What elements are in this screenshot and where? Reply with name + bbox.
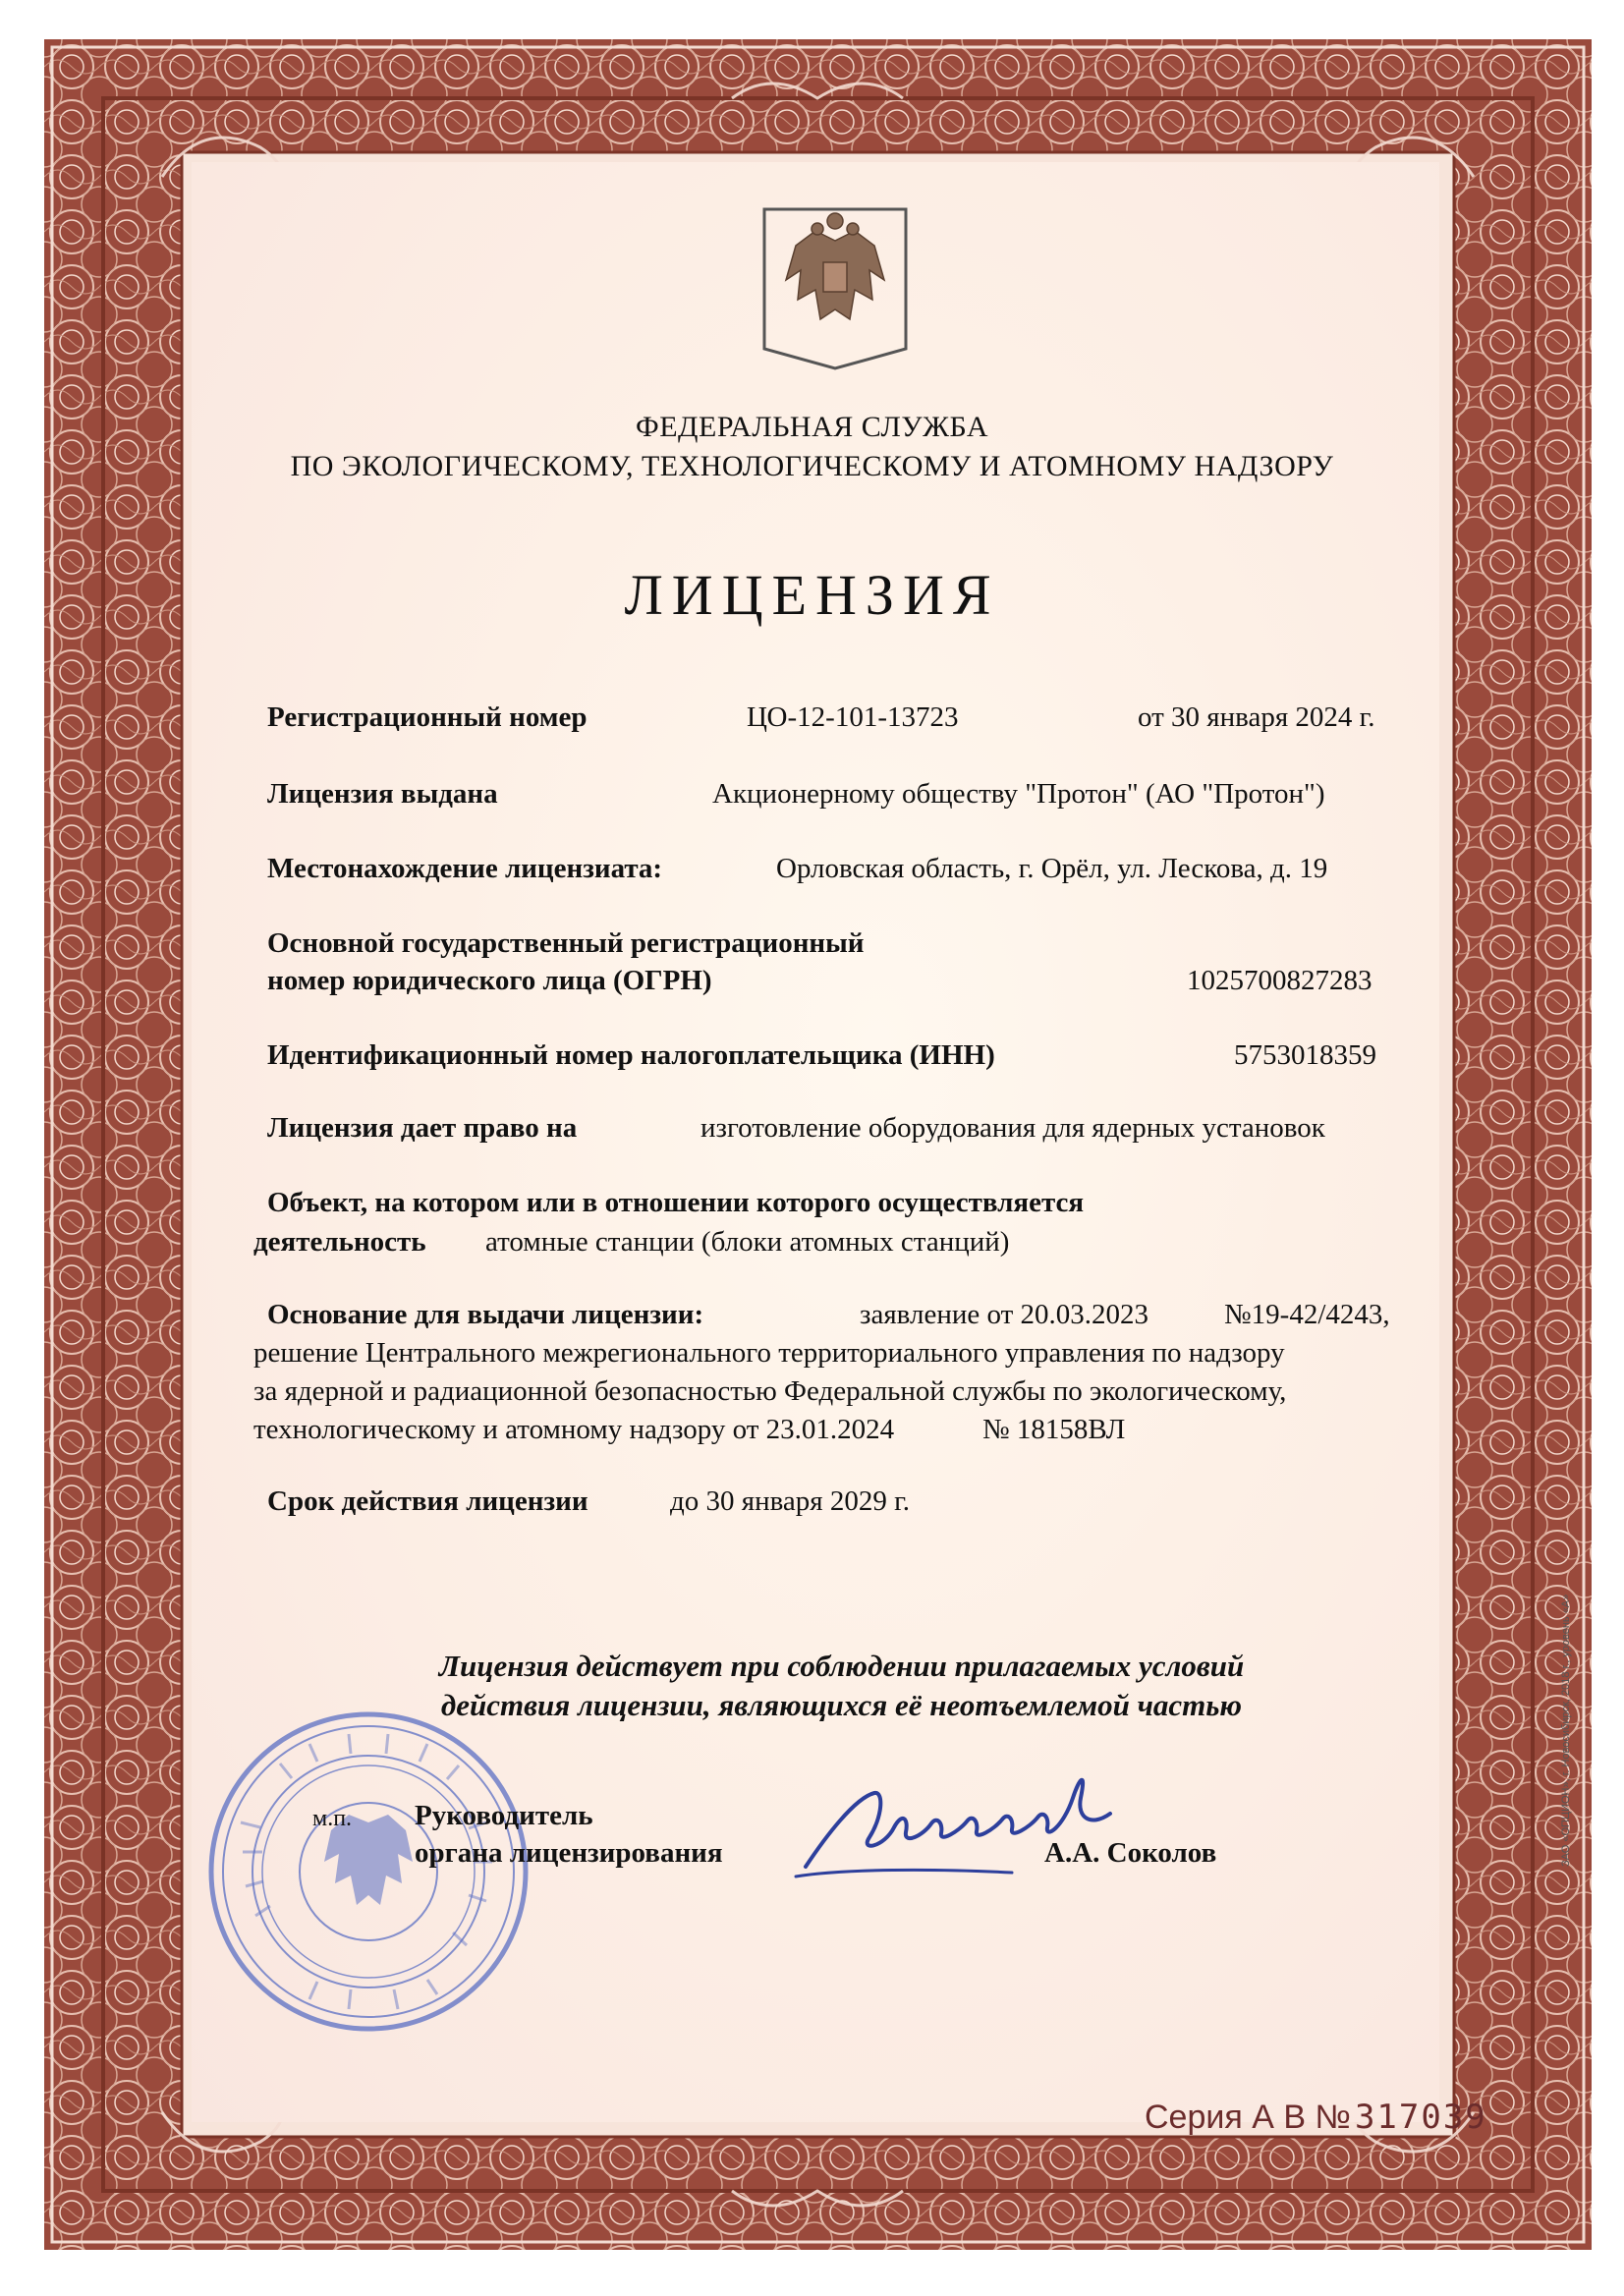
object-label-line-1: Объект, на котором или в отношении которого осуществляется [267, 1187, 1085, 1218]
licensee-location-label: Местонахождение лицензиата: [267, 853, 663, 884]
printer-imprint: ЗАО «ОПЦИОН», г. Новосибирск, 2018 г., уровень «А» [1560, 1594, 1572, 1867]
inn-value: 5753018359 [1234, 1039, 1376, 1071]
object-label-line-2: деятельность [253, 1226, 426, 1258]
ogrn-value: 1025700827283 [1187, 965, 1372, 996]
licensee-location-value: Орловская область, г. Орёл, ул. Лескова, д. 19 [776, 853, 1328, 884]
agency-name-line-2: ПО ЭКОЛОГИЧЕСКОМУ, ТЕХНОЛОГИЧЕСКОМУ И АТОМНОМУ НАДЗОРУ [290, 450, 1334, 482]
basis-decision-line-3: технологическому и атомному надзору от 23.01.2024 [253, 1414, 895, 1445]
agency-name-line-1: ФЕДЕРАЛЬНАЯ СЛУЖБА [636, 411, 988, 443]
signatory-name: А.А. Соколов [1044, 1837, 1217, 1869]
license-right-label: Лицензия дает право на [267, 1112, 578, 1144]
conditions-line-1: Лицензия действует при соблюдении прилагаемых условий [438, 1649, 1245, 1683]
issued-to-value: Акционерному обществу "Протон" (АО "Протон") [712, 778, 1325, 810]
ogrn-label-line-2: номер юридического лица (ОГРН) [267, 965, 712, 996]
registration-date: от 30 января 2024 г. [1138, 701, 1375, 733]
signatory-role-line-2: органа лицензирования [415, 1837, 723, 1869]
coat-of-arms-icon [756, 201, 914, 373]
conditions-line-2: действия лицензии, являющихся её неотъемлемой частью [440, 1688, 1243, 1722]
handwritten-signature [786, 1759, 1159, 1896]
basis-label: Основание для выдачи лицензии: [267, 1299, 704, 1330]
validity-term-value: до 30 января 2029 г. [670, 1485, 911, 1517]
basis-decision-line-1: решение Центрального межрегионального территориального управления по надзору [253, 1337, 1285, 1369]
registration-number-label: Регистрационный номер [267, 701, 588, 733]
registration-number-value: ЦО-12-101-13723 [747, 701, 959, 733]
issued-to-label: Лицензия выдана [267, 778, 498, 810]
basis-application-number: №19-42/4243, [1224, 1299, 1390, 1330]
basis-decision-line-2: за ядерной и радиационной безопасностью Федеральной службы по экологическому, [253, 1375, 1287, 1407]
object-value: атомные станции (блоки атомных станций) [485, 1226, 1010, 1258]
form-serial [1145, 2098, 1487, 2137]
basis-application: заявление от 20.03.2023 [860, 1299, 1149, 1330]
serial-label: Серия А В № [1145, 2099, 1351, 2136]
serial-number: 317039 [1354, 2098, 1487, 2137]
official-seal [201, 1705, 535, 2039]
document-title: ЛИЦЕНЗИЯ [624, 563, 1000, 627]
signatory-role-line-1: Руководитель [415, 1800, 593, 1831]
ogrn-label-line-1: Основной государственный регистрационный [267, 927, 865, 959]
basis-decision-number: № 18158ВЛ [982, 1414, 1126, 1445]
license-right-value: изготовление оборудования для ядерных установок [700, 1112, 1325, 1144]
seal-place-mark: м.п. [312, 1806, 353, 1831]
validity-term-label: Срок действия лицензии [267, 1485, 588, 1517]
inn-label: Идентификационный номер налогоплательщика (ИНН) [267, 1039, 995, 1071]
